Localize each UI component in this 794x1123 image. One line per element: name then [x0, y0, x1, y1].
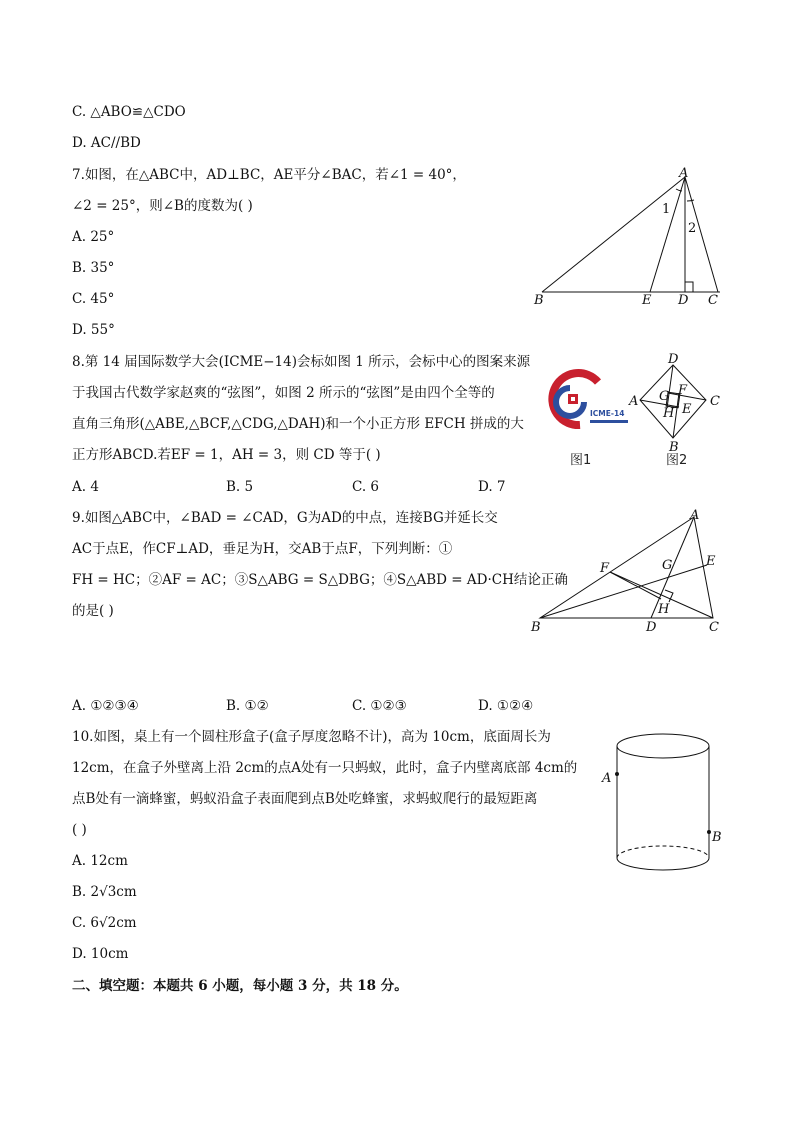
q8-stem-line4: 正方形ABCD.若EF = 1，AH = 3，则 CD 等于( )	[72, 447, 381, 463]
q8-stem-line2: 于我国古代数学家赵爽的“弦图”，如图 2 所示的“弦图”是由四个全等的	[72, 385, 495, 401]
q9-stem-line1: 9.如图△ABC中，∠BAD = ∠CAD，G为AD的中点，连接BG并延长交	[72, 510, 498, 526]
q7-point-a: A	[679, 166, 689, 181]
q7-option-c: C. 45°	[72, 291, 115, 307]
fig2-point-d: D	[668, 352, 679, 367]
q9-point-e: E	[706, 554, 716, 569]
q7-stem-line1: 7.如图，在△ABC中，AD⊥BC，AE平分∠BAC，若∠1 = 40°，	[72, 167, 466, 183]
fig2-point-g: G	[659, 389, 670, 404]
q9-point-f: F	[600, 561, 610, 576]
q9-point-h: H	[658, 602, 670, 617]
fig2-point-e: E	[682, 402, 692, 417]
q9-option-b: B. ①②	[226, 698, 269, 714]
q9-option-c: C. ①②③	[352, 698, 407, 714]
q9-stem-line2: AC于点E，作CF⊥AD，垂足为H，交AB于点F，下列判断：①	[72, 541, 453, 557]
fig2-point-f: F	[678, 383, 688, 398]
q9-point-a: A	[690, 508, 700, 523]
q10-option-c: C. 6√2cm	[72, 915, 137, 931]
q9-stem-line4: 的是( )	[72, 603, 114, 619]
q9-stem-line3: FH = HC；②AF = AC；③S△ABG = S△DBG；④S△ABD = AD·CH结论正确	[72, 572, 568, 588]
q10-stem-line4: ( )	[72, 822, 87, 838]
q9-point-b: B	[531, 620, 541, 635]
fig2-point-b: B	[669, 440, 679, 455]
q7-stem-line2: ∠2 = 25°，则∠B的度数为( )	[72, 198, 253, 214]
q7-point-d: D	[678, 293, 689, 308]
q8-stem-line3: 直角三角形(△ABE,△BCF,△CDG,△DAH)和一个小正方形 EFCH 拼成的大	[72, 416, 524, 432]
q8-figures	[540, 350, 755, 475]
q8-option-a: A. 4	[72, 479, 99, 495]
q9-triangle-figure	[528, 505, 728, 640]
q10-option-d: D. 10cm	[72, 946, 129, 962]
q10-stem-line3: 点B处有一滴蜂蜜，蚂蚁沿盒子表面爬到点B处吃蜂蜜，求蚂蚁爬行的最短距离	[72, 791, 538, 807]
fig2-point-c: C	[710, 394, 720, 409]
section-heading-fill-in-blank: 二、填空题：本题共 6 小题，每小题 3 分，共 18 分。	[72, 978, 408, 994]
q9-option-a: A. ①②③④	[72, 698, 139, 714]
q7-point-e: E	[642, 293, 652, 308]
q7-angle-2: 2	[688, 221, 697, 236]
q7-option-b: B. 35°	[72, 260, 115, 276]
figure2-caption: 图2	[666, 453, 688, 468]
q9-option-d: D. ①②④	[478, 698, 534, 714]
logo-text: ICME-14	[590, 409, 625, 418]
q7-point-b: B	[534, 293, 544, 308]
q10-cylinder-figure	[598, 728, 728, 878]
q10-option-a: A. 12cm	[72, 853, 128, 869]
fig2-point-h: H	[663, 406, 675, 421]
q10-point-a: A	[602, 771, 612, 786]
q7-option-a: A. 25°	[72, 229, 115, 245]
q9-point-d: D	[646, 620, 657, 635]
q10-point-b: B	[712, 830, 722, 845]
q7-triangle-figure	[530, 165, 730, 310]
q8-option-b: B. 5	[226, 479, 254, 495]
q9-point-g: G	[662, 558, 673, 573]
figure1-caption: 图1	[570, 453, 592, 468]
q6-option-d: D. AC//BD	[72, 135, 141, 151]
q7-option-d: D. 55°	[72, 322, 115, 338]
q8-stem-line1: 8.第 14 届国际数学大会(ICME−14)会标如图 1 所示，会标中心的图案来源	[72, 354, 531, 370]
q10-stem-line1: 10.如图，桌上有一个圆柱形盒子(盒子厚度忽略不计)，高为 10cm，底面周长为	[72, 729, 551, 745]
icme-logo	[552, 373, 628, 425]
q7-point-c: C	[708, 293, 718, 308]
q7-angle-1: 1	[662, 202, 671, 217]
q8-option-d: D. 7	[478, 479, 506, 495]
q8-option-c: C. 6	[352, 479, 380, 495]
q6-option-c: C. △ABO≌△CDO	[72, 104, 186, 120]
q10-stem-line2: 12cm，在盒子外壁离上沿 2cm的点A处有一只蚂蚁，此时，盒子内壁离底部 4cm的	[72, 760, 578, 776]
q10-option-b: B. 2√3cm	[72, 884, 137, 900]
fig2-point-a: A	[629, 394, 639, 409]
q9-point-c: C	[709, 620, 719, 635]
